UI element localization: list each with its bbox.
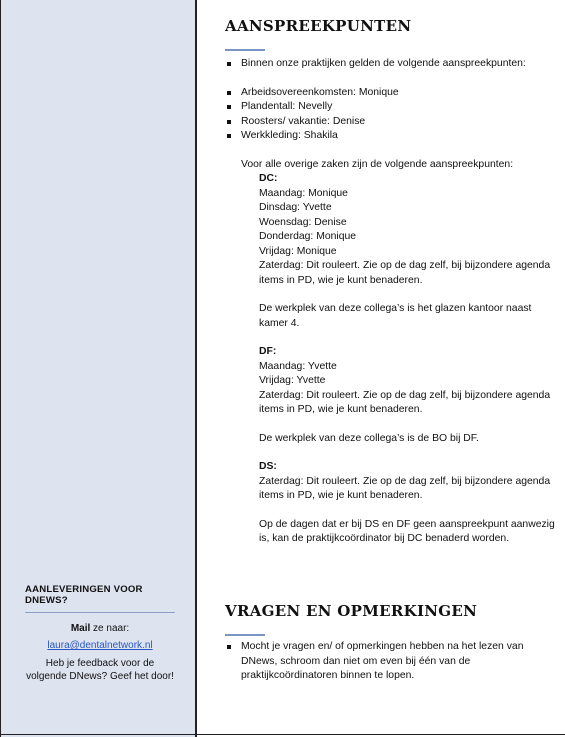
ds-label: DS: <box>259 461 277 472</box>
submission-divider <box>25 612 175 613</box>
list-item: Arbeidsovereenkomsten: Monique <box>225 86 555 101</box>
list-item: Roosters/ vakantie: Denise <box>225 115 555 130</box>
df-line: Zaterdag: Dit rouleert. Zie op de dag zelf, bij bijzondere agenda items in PD, wie je kunt benaderen. <box>259 389 551 415</box>
dc-line: Donderdag: Monique <box>259 231 357 242</box>
overige-text: Voor alle overige zaken zijn de volgende aanspreekpunten: <box>241 158 514 170</box>
sidebar <box>0 0 197 737</box>
intro-item: Binnen onze praktijken gelden de volgende aanspreekpunten: <box>225 57 555 72</box>
dc-line: Zaterdag: Dit rouleert. Zie op de dag zelf, bij bijzondere agenda items in PD, wie je kunt benaderen. <box>259 260 551 286</box>
feedback-text: Heb je feedback voor de volgende DNews? Geef het door! <box>26 658 174 682</box>
dc-line: Maandag: Monique <box>259 187 348 199</box>
dc-werkplek: De werkplek van deze collega’s is het glazen kantoor naast kamer 4. <box>259 303 532 329</box>
df-line: Vrijdag: Yvette <box>259 375 326 386</box>
dc-block <box>225 172 555 547</box>
mail-rest: ze naar: <box>90 623 130 634</box>
ds-note: Op de dagen dat er bij DS en DF geen aanspreekpunt aanwezig is, kan de praktijkcoördinator bij DC benaderd worden. <box>259 518 555 544</box>
vragen-item: Mocht je vragen en/ of opmerkingen hebben na het lezen van DNews, schroom dan niet om even bij één van de praktijkcoördinatoren binnen te lopen. <box>225 640 550 684</box>
email-link[interactable]: laura@dentalnetwork.nl <box>47 640 153 651</box>
df-label: DF: <box>259 346 277 357</box>
mail-instruction <box>25 623 175 634</box>
page-bottom-border <box>0 734 565 735</box>
heading-aanspreekpunten: AANSPREEKPUNTEN <box>225 17 412 35</box>
vragen-list <box>225 640 550 684</box>
dc-label: DC: <box>259 173 278 184</box>
dc-line: Dinsdag: Yvette <box>259 202 332 213</box>
contact-list <box>225 86 555 144</box>
df-line: Maandag: Yvette <box>259 360 337 372</box>
df-werkplek: De werkplek van deze collega’s is de BO bij DF. <box>259 432 479 444</box>
list-item: Werkkleding: Shakila <box>225 129 555 144</box>
heading-underline <box>225 634 265 636</box>
dc-line: Vrijdag: Monique <box>259 245 337 257</box>
submission-title: AANLEVERINGEN VOOR DNEWS? <box>25 584 143 606</box>
list-item: Plandentall: Nevelly <box>225 100 555 115</box>
mail-label: Mail <box>70 623 91 634</box>
section1-body <box>225 57 555 547</box>
intro-list <box>225 57 555 72</box>
submission-box <box>25 584 175 683</box>
ds-line: Zaterdag: Dit rouleert. Zie op de dag zelf, bij bijzondere agenda items in PD, wie je kunt benaderen. <box>259 475 551 501</box>
dc-line: Woensdag: Denise <box>259 216 347 228</box>
heading-vragen: VRAGEN EN OPMERKINGEN <box>225 602 478 620</box>
heading-underline <box>225 49 265 51</box>
